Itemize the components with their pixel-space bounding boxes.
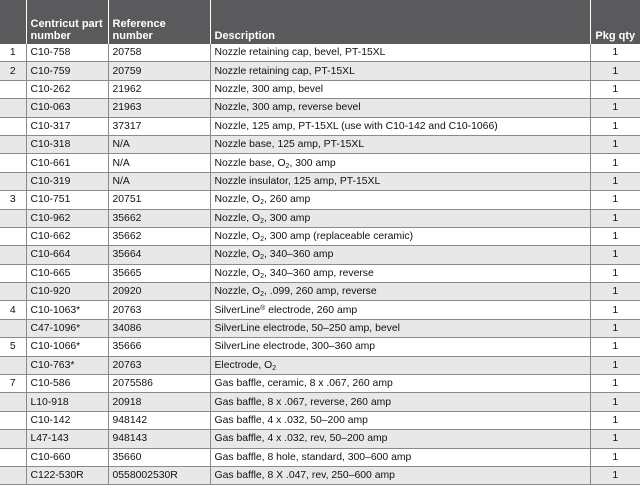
header-reference-number: Reference number — [108, 0, 210, 44]
part-number-cell: C10-262 — [26, 80, 108, 98]
table-body — [0, 44, 640, 485]
row-index-cell — [0, 283, 26, 301]
reference-number-cell: 0558002530R — [108, 466, 210, 484]
part-number-cell: C10-751 — [26, 191, 108, 209]
part-number-cell: C10-317 — [26, 117, 108, 135]
header-description: Description — [210, 0, 590, 44]
description-cell: Gas baffle, 4 x .032, rev, 50–200 amp — [210, 430, 590, 448]
row-index-cell — [0, 99, 26, 117]
row-index-cell — [0, 154, 26, 172]
description-cell: Gas baffle, 8 x .067, reverse, 260 amp — [210, 393, 590, 411]
description-cell: SilverLine electrode, 300–360 amp — [210, 338, 590, 356]
pkg-qty-cell: 1 — [590, 393, 640, 411]
part-number-cell: C10-763* — [26, 356, 108, 374]
row-index-cell — [0, 448, 26, 466]
description-cell: Nozzle, 125 amp, PT-15XL (use with C10-142 and C10-1066) — [210, 117, 590, 135]
table-row — [0, 209, 640, 227]
table-row — [0, 283, 640, 301]
table-row — [0, 338, 640, 356]
pkg-qty-cell: 1 — [590, 338, 640, 356]
table-row — [0, 301, 640, 319]
part-number-cell: C47-1096* — [26, 319, 108, 337]
description-cell: SilverLine electrode, 50–250 amp, bevel — [210, 319, 590, 337]
reference-number-cell: 35662 — [108, 209, 210, 227]
reference-number-cell: N/A — [108, 154, 210, 172]
table-row — [0, 466, 640, 484]
reference-number-cell: 35666 — [108, 338, 210, 356]
part-number-cell: C10-1063* — [26, 301, 108, 319]
part-number-cell: L47-143 — [26, 430, 108, 448]
pkg-qty-cell: 1 — [590, 375, 640, 393]
description-cell: Nozzle insulator, 125 amp, PT-15XL — [210, 172, 590, 190]
row-index-cell — [0, 117, 26, 135]
reference-number-cell: 35665 — [108, 264, 210, 282]
pkg-qty-cell: 1 — [590, 356, 640, 374]
table-row — [0, 356, 640, 374]
pkg-qty-cell: 1 — [590, 117, 640, 135]
part-number-cell: C10-319 — [26, 172, 108, 190]
pkg-qty-cell: 1 — [590, 283, 640, 301]
table-row — [0, 430, 640, 448]
pkg-qty-cell: 1 — [590, 264, 640, 282]
reference-number-cell: 35664 — [108, 246, 210, 264]
table-row — [0, 117, 640, 135]
description-cell: Gas baffle, 8 hole, standard, 300–600 amp — [210, 448, 590, 466]
table-header — [0, 0, 640, 44]
row-index-cell — [0, 172, 26, 190]
row-index-cell — [0, 393, 26, 411]
row-index-cell: 3 — [0, 191, 26, 209]
pkg-qty-cell: 1 — [590, 319, 640, 337]
reference-number-cell: 34086 — [108, 319, 210, 337]
row-index-cell — [0, 227, 26, 245]
reference-number-cell: 20759 — [108, 62, 210, 80]
pkg-qty-cell: 1 — [590, 80, 640, 98]
description-cell: Nozzle, $O_2$, 260 amp — [210, 191, 590, 209]
part-number-cell: C10-665 — [26, 264, 108, 282]
table-row — [0, 393, 640, 411]
reference-number-cell: N/A — [108, 135, 210, 153]
pkg-qty-cell: 1 — [590, 430, 640, 448]
row-index-cell: 7 — [0, 375, 26, 393]
row-index-cell: 4 — [0, 301, 26, 319]
row-index-cell — [0, 246, 26, 264]
description-cell: Nozzle, $O_2$, 340–360 amp, reverse — [210, 264, 590, 282]
reference-number-cell: 20920 — [108, 283, 210, 301]
part-number-cell: C10-664 — [26, 246, 108, 264]
row-index-cell — [0, 411, 26, 429]
reference-number-cell: 35662 — [108, 227, 210, 245]
reference-number-cell: N/A — [108, 172, 210, 190]
part-number-cell: C10-142 — [26, 411, 108, 429]
pkg-qty-cell: 1 — [590, 448, 640, 466]
pkg-qty-cell: 1 — [590, 172, 640, 190]
header-pkg-qty: Pkg qty — [590, 0, 640, 44]
table-row — [0, 227, 640, 245]
pkg-qty-cell: 1 — [590, 191, 640, 209]
part-number-cell: C10-758 — [26, 44, 108, 62]
description-cell: Nozzle, $O_2$, .099, 260 amp, reverse — [210, 283, 590, 301]
table-row — [0, 80, 640, 98]
part-number-cell: C10-661 — [26, 154, 108, 172]
reference-number-cell: 948142 — [108, 411, 210, 429]
table-row — [0, 172, 640, 190]
description-cell: Electrode, $O_2$ — [210, 356, 590, 374]
part-number-cell: C10-1066* — [26, 338, 108, 356]
pkg-qty-cell: 1 — [590, 44, 640, 62]
description-cell: Gas baffle, 4 x .032, 50–200 amp — [210, 411, 590, 429]
pkg-qty-cell: 1 — [590, 411, 640, 429]
row-index-cell: 5 — [0, 338, 26, 356]
table-row — [0, 154, 640, 172]
description-cell: Nozzle, $O_2$, 340–360 amp — [210, 246, 590, 264]
table-row — [0, 411, 640, 429]
pkg-qty-cell: 1 — [590, 135, 640, 153]
reference-number-cell: 20763 — [108, 356, 210, 374]
row-index-cell: 1 — [0, 44, 26, 62]
row-index-cell — [0, 356, 26, 374]
description-cell: Nozzle, 300 amp, reverse bevel — [210, 99, 590, 117]
pkg-qty-cell: 1 — [590, 62, 640, 80]
part-number-cell: L10-918 — [26, 393, 108, 411]
part-number-cell: C10-063 — [26, 99, 108, 117]
reference-number-cell: 2075586 — [108, 375, 210, 393]
table-row — [0, 191, 640, 209]
part-number-cell: C10-759 — [26, 62, 108, 80]
pkg-qty-cell: 1 — [590, 466, 640, 484]
table-row — [0, 99, 640, 117]
reference-number-cell: 21962 — [108, 80, 210, 98]
reference-number-cell: 948143 — [108, 430, 210, 448]
part-number-cell: C10-920 — [26, 283, 108, 301]
header-index — [0, 0, 26, 44]
part-number-cell: C10-660 — [26, 448, 108, 466]
reference-number-cell: 21963 — [108, 99, 210, 117]
row-index-cell — [0, 466, 26, 484]
table-row — [0, 246, 640, 264]
pkg-qty-cell: 1 — [590, 246, 640, 264]
table-row — [0, 319, 640, 337]
description-cell: Gas baffle, ceramic, 8 x .067, 260 amp — [210, 375, 590, 393]
row-index-cell — [0, 135, 26, 153]
pkg-qty-cell: 1 — [590, 227, 640, 245]
part-number-cell: C10-586 — [26, 375, 108, 393]
part-number-cell: C122-530R — [26, 466, 108, 484]
description-cell: Nozzle base, 125 amp, PT-15XL — [210, 135, 590, 153]
reference-number-cell: 37317 — [108, 117, 210, 135]
description-cell: Gas baffle, 8 X .047, rev, 250–600 amp — [210, 466, 590, 484]
description-cell: Nozzle, 300 amp, bevel — [210, 80, 590, 98]
description-cell: Nozzle retaining cap, PT-15XL — [210, 62, 590, 80]
part-number-cell: C10-318 — [26, 135, 108, 153]
description-cell: Nozzle base, $O_2$, 300 amp — [210, 154, 590, 172]
table-row — [0, 448, 640, 466]
pkg-qty-cell: 1 — [590, 209, 640, 227]
description-cell: SilverLine® electrode, 260 amp — [210, 301, 590, 319]
part-number-cell: C10-962 — [26, 209, 108, 227]
table-row — [0, 375, 640, 393]
reference-number-cell: 20918 — [108, 393, 210, 411]
row-index-cell — [0, 80, 26, 98]
table-row — [0, 44, 640, 62]
description-cell: Nozzle, $O_2$, 300 amp — [210, 209, 590, 227]
reference-number-cell: 20763 — [108, 301, 210, 319]
description-cell: Nozzle retaining cap, bevel, PT-15XL — [210, 44, 590, 62]
row-index-cell — [0, 430, 26, 448]
row-index-cell: 2 — [0, 62, 26, 80]
row-index-cell — [0, 264, 26, 282]
pkg-qty-cell: 1 — [590, 99, 640, 117]
header-part-number: Centricut part number — [26, 0, 108, 44]
pkg-qty-cell: 1 — [590, 154, 640, 172]
reference-number-cell: 20751 — [108, 191, 210, 209]
description-cell: Nozzle, $O_2$, 300 amp (replaceable ceramic) — [210, 227, 590, 245]
pkg-qty-cell: 1 — [590, 301, 640, 319]
reference-number-cell: 35660 — [108, 448, 210, 466]
row-index-cell — [0, 319, 26, 337]
table-row — [0, 135, 640, 153]
reference-number-cell: 20758 — [108, 44, 210, 62]
row-index-cell — [0, 209, 26, 227]
table-row — [0, 264, 640, 282]
table-row — [0, 62, 640, 80]
part-number-cell: C10-662 — [26, 227, 108, 245]
